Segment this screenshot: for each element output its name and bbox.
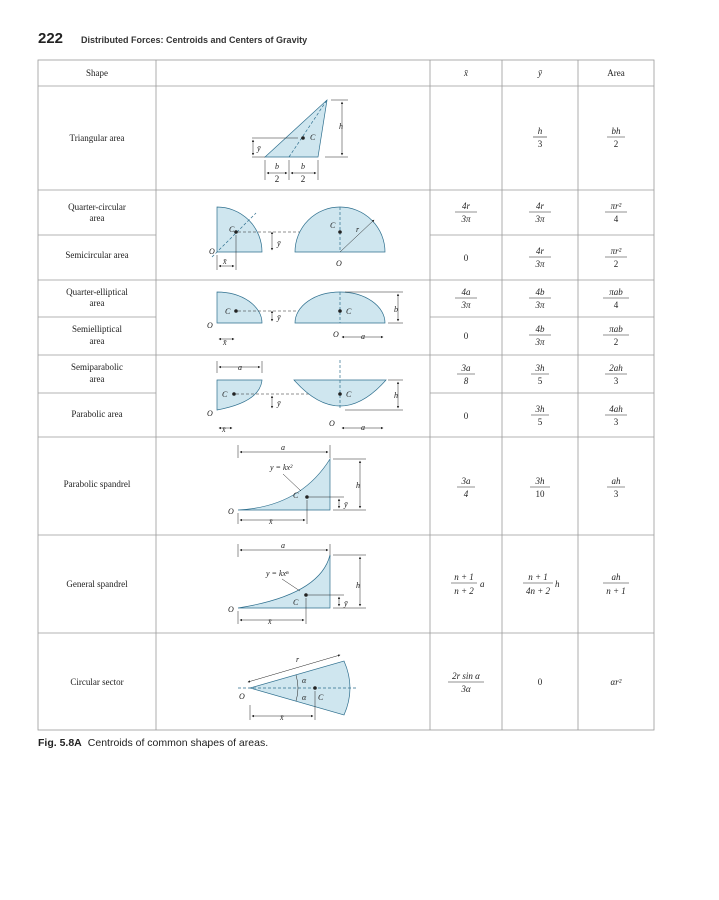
- label-r: r: [356, 225, 360, 234]
- xbar-numerator: 3a: [461, 476, 471, 486]
- ybar-numerator: 4r: [535, 201, 545, 211]
- area-denominator: 3: [613, 417, 619, 427]
- label-xbar: x̄: [222, 425, 226, 434]
- xbar-value: 0: [463, 331, 469, 341]
- row-name: Parabolic area: [71, 409, 123, 419]
- row-name: Triangular area: [69, 133, 125, 143]
- label-h: h: [356, 481, 360, 490]
- label-O: O: [239, 692, 245, 701]
- xbar-denominator: 8: [463, 376, 469, 386]
- xbar-denominator: 3π: [461, 300, 471, 310]
- eq-parabolic: y = kx²: [270, 463, 293, 472]
- label-alpha: α: [302, 676, 307, 685]
- label-xbar: x̄: [223, 257, 227, 266]
- label-a: a: [361, 423, 365, 432]
- ybar-numerator: h: [537, 126, 543, 136]
- ybar-denominator: 3: [537, 139, 543, 149]
- area-numerator: πab: [609, 287, 623, 297]
- label-C: C: [330, 221, 336, 230]
- label-alpha: α: [302, 693, 307, 702]
- area-numerator: ah: [611, 476, 621, 486]
- label-C: C: [318, 693, 324, 702]
- triangle-figure: [252, 100, 348, 184]
- label-r: r: [296, 655, 300, 664]
- ybar-values: [523, 126, 560, 687]
- page-number: 222: [38, 30, 64, 47]
- ybar-numerator: 3h: [535, 476, 545, 486]
- label-b: b: [301, 162, 305, 171]
- label-ybar: ȳ: [277, 399, 281, 408]
- figure-number: Fig. 5.8A: [38, 737, 82, 749]
- xbar-value: 0: [463, 411, 469, 421]
- label-C: C: [293, 491, 299, 500]
- ybar-numerator: 4r: [535, 246, 545, 256]
- label-O: O: [228, 605, 234, 614]
- figure-caption: [38, 737, 268, 749]
- xbar-numerator: 4a: [461, 287, 471, 297]
- parabolic-spandrel-figure: [228, 443, 366, 526]
- ybar-suffix: h: [555, 579, 560, 589]
- label-xbar: x̄: [269, 517, 273, 526]
- ybar-numerator: n + 1: [528, 572, 548, 582]
- ybar-numerator: 3h: [535, 404, 545, 414]
- label-O: O: [228, 507, 234, 516]
- label-h: h: [356, 581, 360, 590]
- label-xbar: x̄: [268, 617, 272, 626]
- label-O: O: [207, 321, 213, 330]
- label-ybar: ȳ: [277, 239, 281, 248]
- area-numerator: bh: [611, 126, 621, 136]
- area-denominator: 2: [613, 337, 619, 347]
- xbar-denominator: 4: [463, 489, 469, 499]
- area-numerator: ah: [611, 572, 621, 582]
- area-denominator: 2: [613, 259, 619, 269]
- area-numerator: πr²: [610, 246, 622, 256]
- xbar-numerator: 4r: [461, 201, 471, 211]
- label-xbar: x̄: [223, 338, 227, 347]
- centroid-dot: [305, 495, 309, 499]
- area-denominator: 3: [613, 376, 619, 386]
- area-numerator: πab: [609, 324, 623, 334]
- col-header-xbar: x̄: [464, 68, 468, 78]
- centroid-dot: [234, 230, 238, 234]
- label-a: a: [238, 363, 242, 372]
- centroid-dot: [313, 686, 317, 690]
- ybar-numerator: 4b: [535, 324, 545, 334]
- row-name: area: [89, 336, 105, 346]
- label-C: C: [310, 133, 316, 142]
- ybar-denominator: 5: [537, 417, 543, 427]
- label-ybar: ȳ: [277, 313, 281, 322]
- label-two: 2: [300, 174, 306, 184]
- ybar-denominator: 10: [535, 489, 545, 499]
- ybar-denominator: 3π: [535, 259, 545, 269]
- ybar-denominator: 3π: [535, 300, 545, 310]
- label-h: h: [394, 391, 398, 400]
- ybar-denominator: 3π: [535, 214, 545, 224]
- row-name: Semiparabolic: [71, 362, 123, 372]
- xbar-suffix: a: [480, 579, 485, 589]
- label-b: b: [275, 162, 279, 171]
- figure-caption-text: Centroids of common shapes of areas.: [87, 737, 269, 749]
- area-values: [603, 126, 629, 687]
- label-two: 2: [274, 174, 280, 184]
- col-header-area: Area: [607, 68, 625, 78]
- circular-sector-figure: [238, 655, 356, 722]
- circular-figures: [209, 207, 385, 270]
- ybar-denominator: 5: [537, 376, 543, 386]
- row-name: General spandrel: [66, 579, 128, 589]
- label-C: C: [229, 225, 235, 234]
- row-name: Parabolic spandrel: [63, 479, 131, 489]
- row-name: Quarter-elliptical: [66, 287, 128, 297]
- centroid-dot: [338, 230, 342, 234]
- xbar-numerator: n + 1: [454, 572, 474, 582]
- ybar-value: 0: [537, 677, 543, 687]
- label-ybar: ȳ: [344, 599, 348, 608]
- label-C: C: [346, 307, 352, 316]
- parabolic-figures: [207, 360, 403, 434]
- centroid-dot: [338, 392, 342, 396]
- area-denominator: 3: [613, 489, 619, 499]
- ybar-denominator: 3π: [535, 337, 545, 347]
- label-C: C: [293, 598, 299, 607]
- xbar-numerator: 2r sin α: [452, 671, 480, 681]
- elliptical-figures: [207, 292, 403, 347]
- label-O: O: [329, 419, 335, 428]
- area-denominator: 4: [613, 214, 619, 224]
- area-numerator: πr²: [610, 201, 622, 211]
- centroid-dot: [234, 309, 238, 313]
- centroid-dot: [301, 136, 305, 140]
- xbar-value: 0: [463, 253, 469, 263]
- row-name: Semicircular area: [65, 250, 129, 260]
- area-value: αr²: [610, 677, 622, 687]
- label-ybar: ȳ: [344, 500, 348, 509]
- label-C: C: [222, 390, 228, 399]
- row-name: Quarter-circular: [68, 202, 126, 212]
- ybar-denominator: 4n + 2: [525, 586, 551, 596]
- centroid-dot: [304, 593, 308, 597]
- label-xbar: x̄: [280, 713, 284, 722]
- general-spandrel-figure: [228, 541, 366, 626]
- row-names: [64, 133, 131, 687]
- xbar-numerator: 3a: [461, 363, 471, 373]
- xbar-values: [448, 201, 485, 694]
- area-numerator: 4ah: [609, 404, 623, 414]
- label-C: C: [346, 390, 352, 399]
- area-denominator: 4: [613, 300, 619, 310]
- xbar-denominator: 3π: [461, 214, 471, 224]
- label-h: h: [339, 122, 343, 131]
- label-O: O: [207, 409, 213, 418]
- label-b: b: [394, 305, 398, 314]
- centroid-dot: [338, 309, 342, 313]
- label-O: O: [333, 330, 339, 339]
- label-O: O: [336, 259, 342, 268]
- col-header-ybar: ȳ: [538, 68, 542, 78]
- label-O: O: [209, 247, 215, 256]
- area-numerator: 2ah: [609, 363, 623, 373]
- row-name: area: [89, 298, 105, 308]
- xbar-denominator: n + 2: [454, 586, 474, 596]
- ybar-numerator: 4b: [535, 287, 545, 297]
- label-ybar: ȳ: [257, 144, 261, 153]
- row-name: area: [89, 374, 105, 384]
- area-denominator: n + 1: [606, 586, 626, 596]
- label-a: a: [281, 541, 285, 550]
- row-name: Circular sector: [70, 677, 124, 687]
- label-C: C: [225, 307, 231, 316]
- xbar-denominator: 3α: [461, 684, 471, 694]
- label-a: a: [281, 443, 285, 452]
- row-name: Semielliptical: [72, 324, 122, 334]
- centroid-dot: [232, 392, 236, 396]
- row-name: area: [89, 213, 105, 223]
- ybar-numerator: 3h: [535, 363, 545, 373]
- running-title: Distributed Forces: Centroids and Centers of Gravity: [81, 35, 308, 45]
- eq-general: y = kxⁿ: [266, 569, 289, 578]
- label-a: a: [361, 332, 365, 341]
- col-header-shape: Shape: [86, 68, 108, 78]
- area-denominator: 2: [613, 139, 619, 149]
